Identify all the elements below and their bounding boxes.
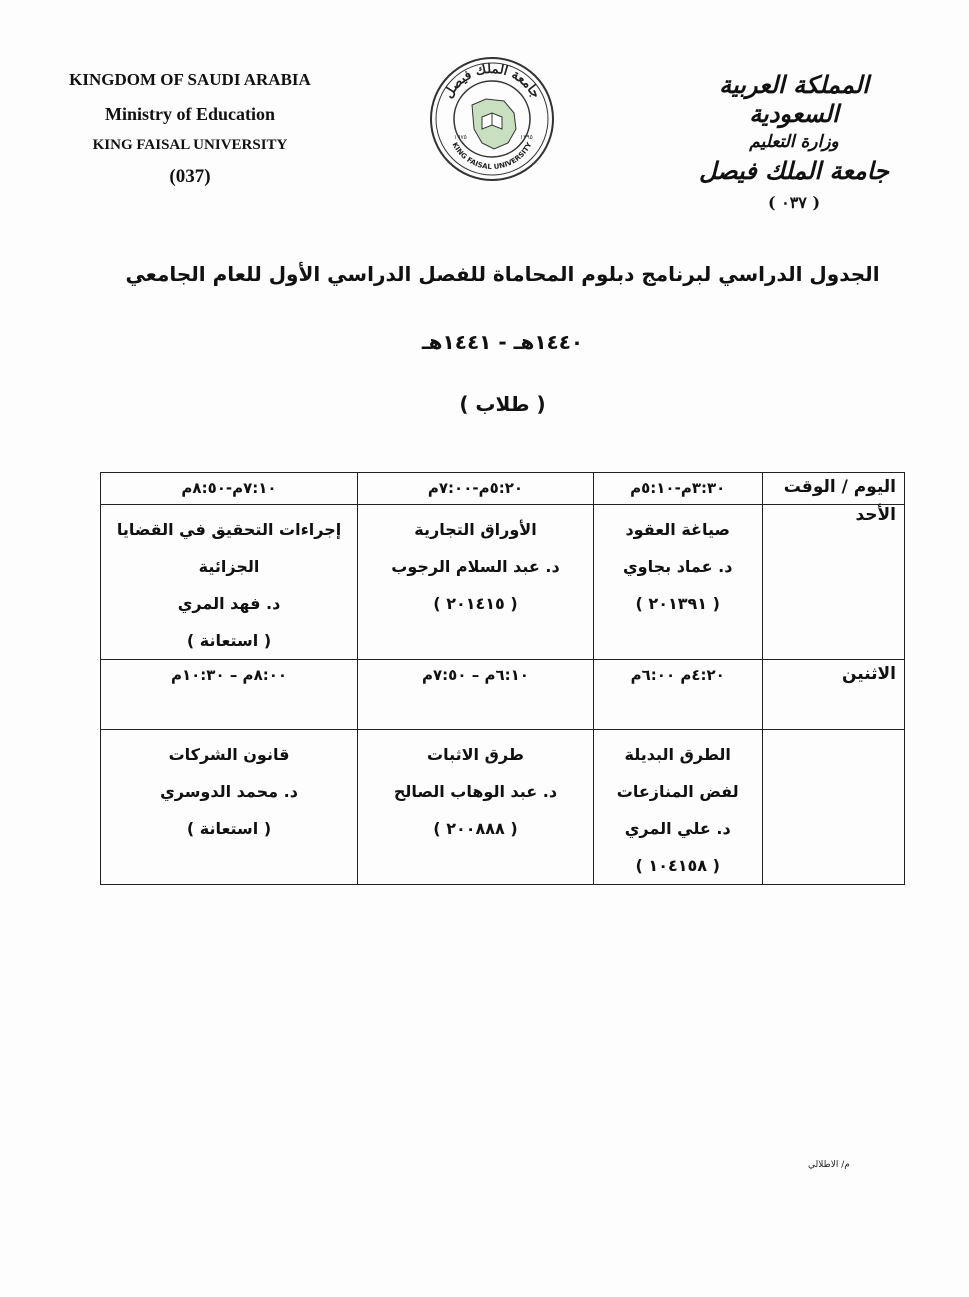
university-name-ar: جامعة الملك فيصل (699, 156, 889, 185)
course-name: الطرق البديلة (624, 745, 731, 764)
course-name: طرق الاثبات (427, 745, 524, 764)
document-title: الجدول الدراسي لبرنامج دبلوم المحاماة للفصل الدراسي الأول للعام الجامعي (125, 262, 880, 286)
header-english (60, 70, 320, 188)
course-code: ( استعانة ) (186, 631, 272, 650)
course-name: صياغة العقود (625, 520, 730, 539)
course-name: الأوراق التجارية (414, 520, 537, 539)
university-seal-logo (428, 55, 556, 183)
svg-text:١٣٩٥: ١٣٩٥ (520, 134, 533, 141)
svg-text:جامعة الملك فيصل: جامعة الملك فيصل (440, 61, 544, 102)
instructor-name: د. محمد الدوسري (160, 782, 298, 801)
day-label: الاثنين (762, 660, 905, 730)
course-name-continued: الجزائية (198, 557, 260, 576)
time-slot-header: ٥:٢٠م-٧:٠٠م (358, 473, 594, 505)
course-cell (101, 730, 358, 885)
ministry-name-en: Ministry of Education (104, 104, 275, 124)
instructor-name: د. علي المري (624, 819, 731, 838)
ministry-name-ar: وزارة التعليم (749, 132, 839, 152)
course-name: إجراءات التحقيق في القضايا (116, 520, 342, 539)
kingdom-name-ar: المملكة العربية السعودية (719, 70, 869, 128)
course-cell (593, 505, 762, 660)
kingdom-name-en: KINGDOM OF SAUDI ARABIA (69, 70, 311, 89)
corner-header: اليوم / الوقت (762, 473, 905, 505)
course-code: ( ٢٠٠٨٨٨ ) (433, 819, 518, 838)
time-slot-header: ٤:٢٠م ٦:٠٠م (593, 660, 762, 730)
svg-text:١٩٧٥: ١٩٧٥ (454, 134, 467, 141)
code-ar: ( ٠٣٧ ) (767, 193, 821, 212)
code-en: (037) (169, 166, 211, 187)
instructor-name: د. فهد المري (177, 594, 281, 613)
table-row (101, 660, 905, 730)
course-name: قانون الشركات (168, 745, 290, 764)
course-code: ( استعانة ) (186, 819, 272, 838)
header-row (101, 473, 905, 505)
table-row (101, 730, 905, 885)
course-cell (358, 730, 594, 885)
instructor-name: د. عماد بجاوي (622, 557, 733, 576)
header-arabic (674, 70, 914, 212)
audience-label: ( طلاب ) (459, 392, 546, 416)
instructor-name: د. عبد الوهاب الصالح (393, 782, 558, 801)
time-slot-header: ٦:١٠م – ٧:٥٠م (358, 660, 594, 730)
course-code: ( ١٠٤١٥٨ ) (635, 856, 720, 875)
course-cell (593, 730, 762, 885)
instructor-name: د. عبد السلام الرجوب (391, 557, 560, 576)
course-cell (358, 505, 594, 660)
day-label: الأحد (762, 505, 905, 660)
academic-year: ١٤٤٠هـ - ١٤٤١هـ (421, 330, 584, 354)
table-row (101, 505, 905, 660)
course-code: ( ٢٠١٣٩١ ) (635, 594, 720, 613)
time-slot-header: ٧:١٠م-٨:٥٠م (101, 473, 358, 505)
svg-text:KING FAISAL UNIVERSITY: KING FAISAL UNIVERSITY (450, 141, 534, 172)
schedule-table (100, 472, 905, 885)
time-slot-header: ٨:٠٠م – ١٠:٣٠م (101, 660, 358, 730)
course-code: ( ٢٠١٤١٥ ) (433, 594, 518, 613)
footnote-signature: م/ الاطلالي (808, 1160, 850, 1170)
day-empty-cell (762, 730, 905, 885)
course-cell (101, 505, 358, 660)
university-name-en: KING FAISAL UNIVERSITY (92, 137, 288, 153)
time-slot-header: ٣:٣٠م-٥:١٠م (593, 473, 762, 505)
course-name-continued: لفض المنازعات (616, 782, 739, 801)
